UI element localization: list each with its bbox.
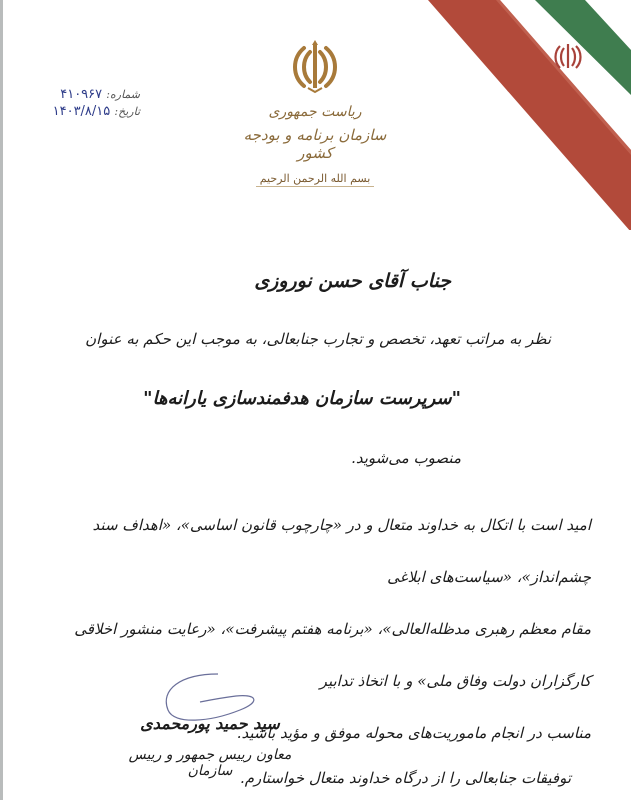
reference-date-row [30,103,140,120]
wish-line: مناسب در انجام ماموریت‌های محوله موفق و مؤید باشید. [236,724,591,742]
reference-number-row [30,86,140,103]
page-left-edge [0,0,3,800]
appointed-statement: منصوب می‌شوید. [351,449,461,467]
letterhead-presidency: ریاست جمهوری [268,104,362,120]
signatory-name: سید حمید پورمحمدی [140,714,280,733]
reference-date-value: ۱۴۰۳/۸/۱۵ [52,104,111,119]
position-title: "سرپرست سازمان هدفمندسازی یارانه‌ها" [143,388,461,409]
reference-number-label: شماره: [106,88,140,101]
reference-number-value: ۴۱۰۹۶۷ [60,87,103,102]
wish-line: مقام معظم رهبری مدظله‌العالی»، «برنامه هفتم پیشرفت»، «رعایت منشور اخلاقی کارگزاران دولت وفاق ملی» و با اتخاذ تدابیر [74,620,591,690]
reference-block [30,86,140,120]
closing-statement: توفیقات جنابعالی را از درگاه خداوند متعال خواستارم. [239,769,571,787]
signatory-title: معاون رییس جمهور و رییس سازمان [128,747,292,779]
wish-line: امید است با اتکال به خداوند متعال و در «چارچوب قانون اساسی»، «اهداف سند چشم‌انداز»، «سیاست‌های ابلاغی [92,516,591,586]
recipient: جناب آقای حسن نوروزی [254,270,451,292]
reference-date-label: تاریخ: [114,105,140,118]
letterhead-organization: سازمان برنامه و بودجه کشور [243,126,387,162]
letterhead [240,38,390,187]
paragraph-intro: نظر به مراتب تعهد، تخصص و تجارب جنابعالی، به موجب این حکم به عنوان [85,330,551,348]
basmala: بسم الله الرحمن الرحیم [256,172,375,187]
iran-flag-ribbon-icon [400,0,631,230]
iran-emblem-icon [290,38,340,94]
signature-block [110,670,310,779]
